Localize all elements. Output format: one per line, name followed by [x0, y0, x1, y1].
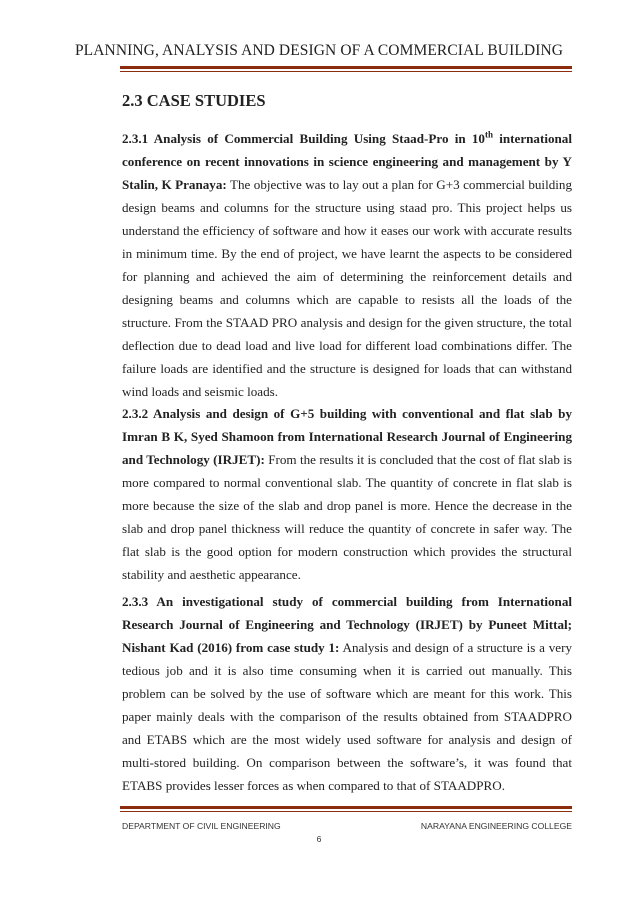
case-study-2-3-3	[122, 590, 572, 797]
ordinal-superscript: th	[484, 130, 493, 140]
heading-text: 2.3.1 Analysis of Commercial Building Using Staad-Pro in 10	[122, 131, 485, 147]
header-rule-thick	[120, 66, 572, 69]
footer-college: NARAYANA ENGINEERING COLLEGE	[420, 821, 572, 831]
case-study-2-3-2	[122, 402, 572, 586]
case-study-2-3-1	[122, 124, 572, 403]
case-study-body: The objective was to lay out a plan for G+3 commercial building design beams and columns for the structure using staad pro. This project helps us understand the efficiency of software and how it eases our work with accurate results in minimum time. By the end of project, we have learnt the aspects to be considered for planning and achieved the aim of determining the reinforcement details and designing beams and columns which are capable to resists all the loads of the structure. From the STAAD PRO analysis and design for the given structure, the total deflection due to dead load and live load for different load combinations differ. The failure loads are identified and the structure is designed for loads that can withstand wind loads and seismic loads.	[122, 177, 572, 400]
section-title: 2.3 CASE STUDIES	[122, 91, 266, 110]
heading-text-cont: international conference on recent innovations in science engineering and management by Y Stalin, K Pranaya:	[122, 131, 572, 193]
footer-rule-thick	[120, 806, 572, 809]
header-rule-thin	[120, 71, 572, 72]
case-study-body: Analysis and design of a structure is a very tedious job and it is also time consuming when it is carried out manually. This problem can be solved by the use of software which are meant for this work. This paper mainly deals with the comparison of the results obtained from STAADPRO and ETABS which are the most widely used software for analysis and design of multi-stored building. On comparison between the software’s, it was found that ETABS provides lesser forces as when compared to that of STAADPRO.	[122, 640, 573, 793]
case-study-body: From the results it is concluded that the cost of flat slab is more compared to normal conventional slab. The quantity of concrete in flat slab is more because the size of the slab and drop panel is more. Hence the decrease in the slab and drop panel thickness will reduce the quantity of concrete in safer way. The flat slab is the good option for modern construction which provides the structural stability and aesthetic appearance.	[122, 452, 572, 582]
page-number: 6	[316, 834, 322, 844]
header-title: PLANNING, ANALYSIS AND DESIGN OF A COMMERCIAL BUILDING	[74, 42, 564, 59]
footer-rule-thin	[120, 811, 572, 812]
footer-department: DEPARTMENT OF CIVIL ENGINEERING	[122, 821, 281, 831]
case-study-heading: 2.3.2 Analysis and design of G+5 building with conventional and flat slab by Imran B K, Syed Shamoon from International Research Journal of Engineering and Technology (IRJET):	[122, 406, 572, 467]
case-study-heading: 2.3.3 An investigational study of commercial building from International Research Journal of Engineering and Technology (IRJET) by Puneet Mittal; Nishant Kad (2016) from case study 1:	[122, 594, 572, 655]
